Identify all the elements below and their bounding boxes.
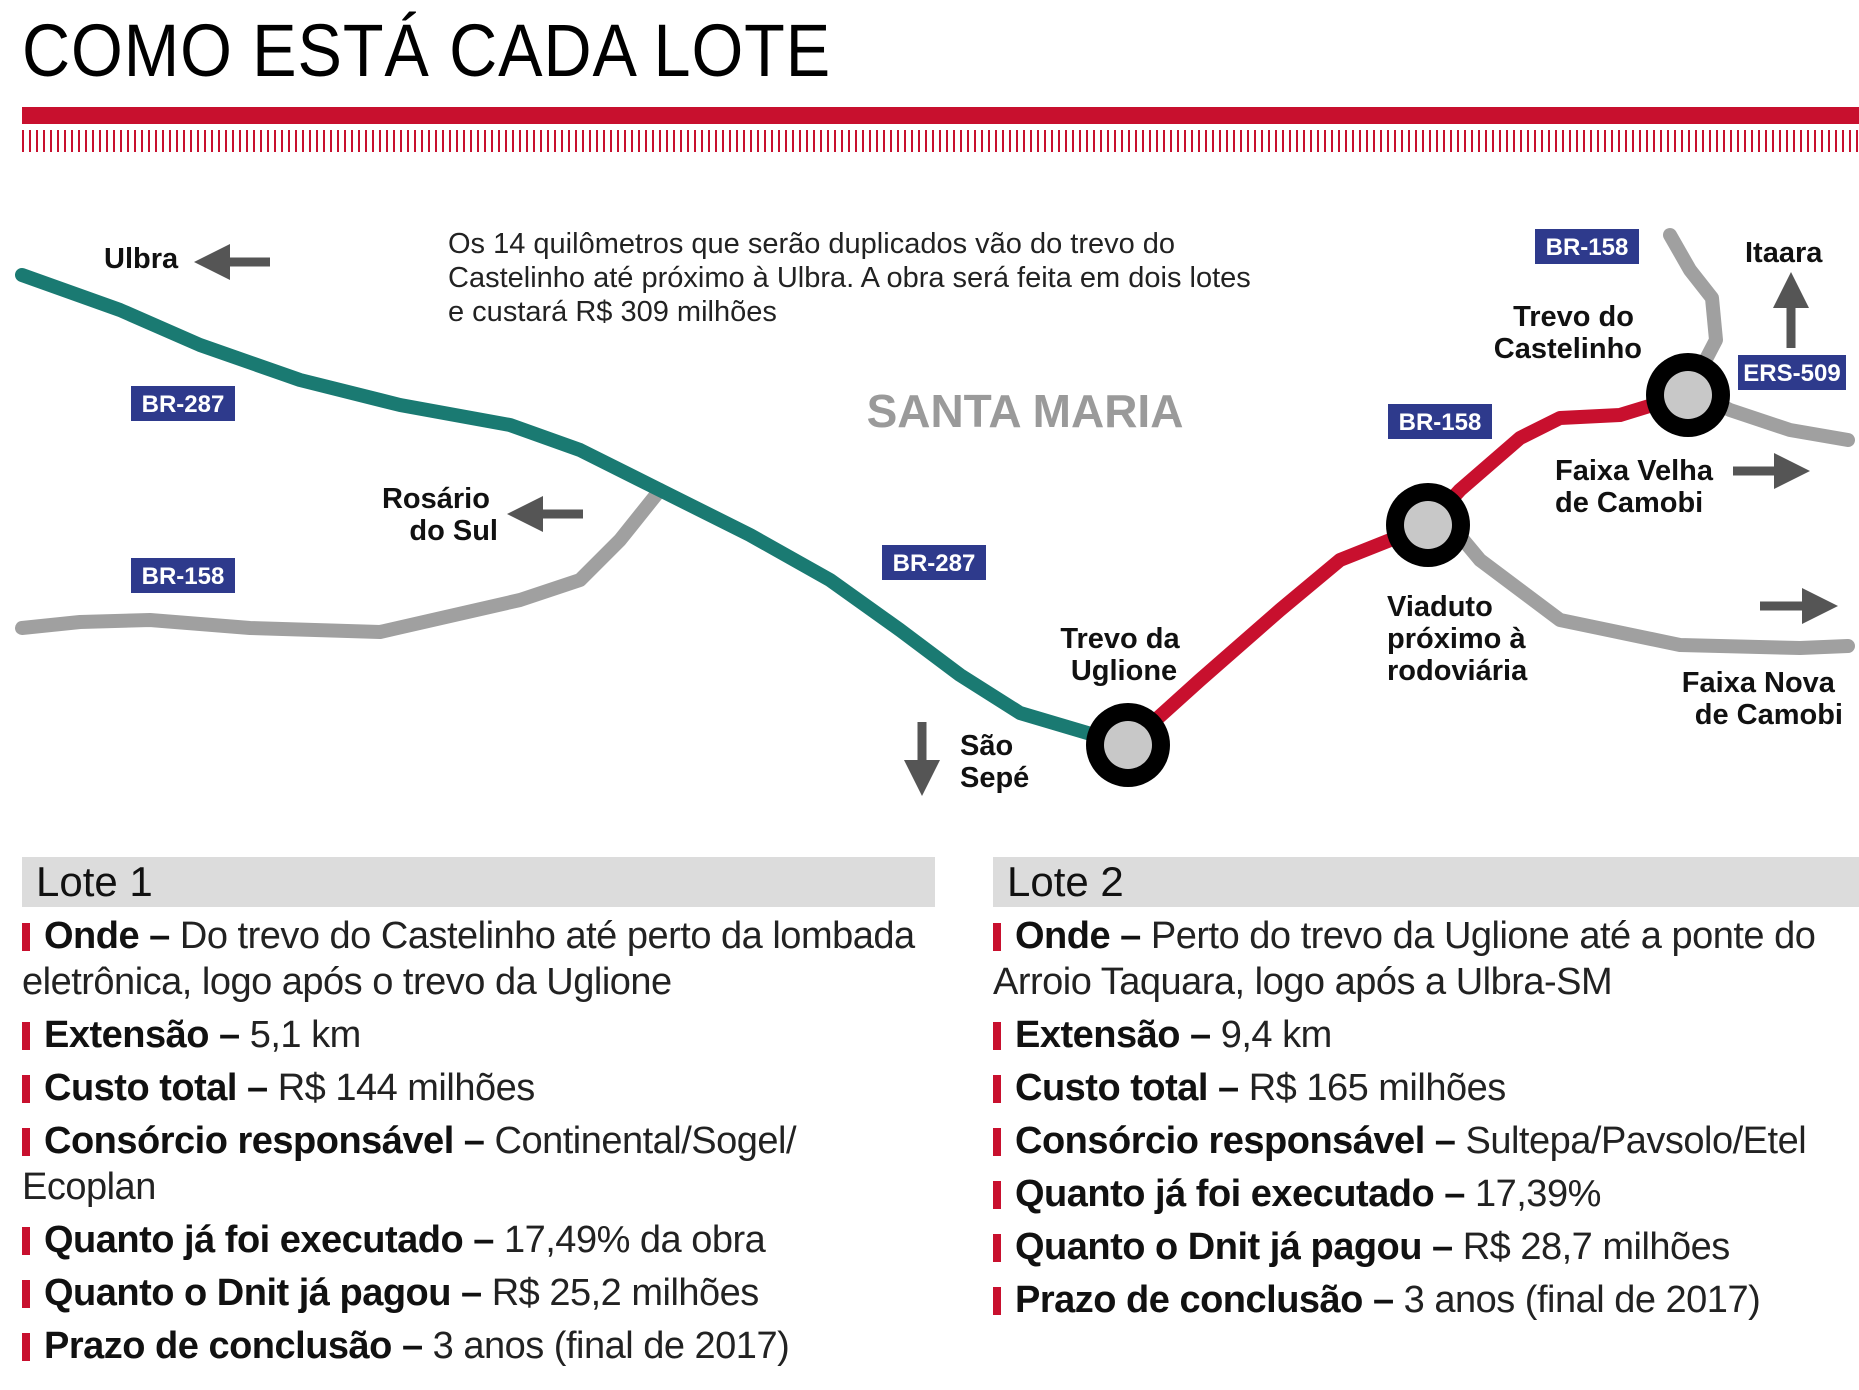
item-label: Extensão [1015, 1014, 1180, 1056]
item-dash: – [1179, 1014, 1221, 1056]
list-item [993, 1012, 1859, 1058]
shield-label: BR-158 [141, 563, 225, 590]
shield-label: ERS-509 [1743, 360, 1841, 387]
label-line: São [960, 730, 1014, 762]
item-label: Prazo de conclusão [1015, 1279, 1363, 1321]
item-value: Continental/Sogel/ Ecoplan [22, 1120, 797, 1208]
road-shield-ers509 [1738, 355, 1846, 390]
destination-rosario-do-sul [382, 483, 498, 547]
item-label: Onde [44, 915, 140, 957]
shield-label: BR-287 [141, 391, 225, 418]
list-item [993, 1224, 1859, 1270]
lote1-title: Lote 1 [22, 857, 935, 907]
item-dash: – [1421, 1226, 1463, 1268]
bullet-marker [22, 1128, 30, 1156]
map-intro-line: e custará R$ 309 milhões [448, 296, 777, 328]
road-shield-br287 [131, 386, 235, 421]
road-lote2-br158 [1128, 395, 1685, 745]
map-intro-line: Os 14 quilômetros que serão duplicados vão do trevo do [448, 228, 1176, 260]
bullet-marker [993, 1287, 1001, 1315]
page-title: COMO ESTÁ CADA LOTE [22, 9, 832, 92]
list-item [22, 1118, 935, 1210]
road-shield-br158 [1388, 404, 1492, 439]
bullet-marker [22, 1227, 30, 1255]
item-label: Custo total [44, 1067, 237, 1109]
label-line: Trevo do [1513, 301, 1634, 333]
label-line: Rosário [381, 483, 490, 515]
lote2-details [993, 913, 1859, 1323]
label-line: de Camobi [1694, 699, 1843, 731]
place-viaduto [1387, 591, 1534, 687]
bullet-marker [993, 1128, 1001, 1156]
map-intro-line: Castelinho até próximo à Ulbra. A obra será feita em dois lotes [448, 262, 1251, 294]
label-line: Trevo da [1060, 623, 1180, 655]
label-line: próximo à [1387, 623, 1526, 655]
item-value: 3 anos (final de 2017) [432, 1325, 790, 1367]
bullet-marker [993, 1234, 1001, 1262]
item-dash: – [139, 915, 180, 957]
label-line: Sepé [960, 762, 1030, 794]
item-dash: – [463, 1219, 504, 1261]
item-dash: – [391, 1325, 433, 1367]
item-value: Do trevo do Castelinho até perto da lombada eletrônica, logo após o trevo da Uglione [22, 915, 915, 1003]
item-label: Consórcio responsável [44, 1120, 454, 1162]
item-value: R$ 28,7 milhões [1462, 1226, 1730, 1268]
city-label: SANTA MARIA [866, 385, 1184, 437]
item-value: R$ 144 milhões [277, 1067, 535, 1109]
item-value: R$ 165 milhões [1248, 1067, 1506, 1109]
road-shield-br287 [882, 545, 986, 580]
shield-label: BR-158 [1545, 234, 1629, 261]
label-line: do Sul [409, 515, 498, 547]
list-item [22, 1323, 935, 1369]
destination-itaara: Itaara [1745, 237, 1823, 269]
bullet-marker [22, 1333, 30, 1361]
item-label: Extensão [44, 1014, 209, 1056]
bullet-marker [993, 923, 1001, 951]
bullet-marker [22, 1280, 30, 1308]
item-value: 9,4 km [1220, 1014, 1332, 1056]
item-label: Quanto o Dnit já pagou [1015, 1226, 1422, 1268]
label-line: Faixa Velha [1555, 455, 1713, 487]
list-item [993, 1118, 1859, 1164]
item-dash: – [1424, 1120, 1466, 1162]
item-dash: – [1434, 1173, 1475, 1215]
intersection-viaduto [1386, 483, 1470, 567]
label-line: Castelinho [1493, 333, 1642, 365]
road-shield-br158 [131, 558, 235, 593]
item-label: Quanto já foi executado [44, 1219, 464, 1261]
list-item [993, 1277, 1859, 1323]
item-dash: – [450, 1272, 492, 1314]
item-value: 17,39% [1474, 1173, 1601, 1215]
item-dash: – [236, 1067, 278, 1109]
bullet-marker [22, 1022, 30, 1050]
label-line: Viaduto [1387, 591, 1493, 623]
item-dash: – [1362, 1279, 1404, 1321]
item-value: 17,49% da obra [503, 1219, 766, 1261]
destination-sao-sepe [960, 730, 1029, 794]
bullet-marker [993, 1022, 1001, 1050]
list-item [22, 1217, 935, 1263]
item-value: Sultepa/Pavsolo/Etel [1465, 1120, 1807, 1162]
bullet-marker [993, 1075, 1001, 1103]
item-label: Prazo de conclusão [44, 1325, 392, 1367]
list-item [22, 1012, 935, 1058]
lote1-panel [22, 857, 935, 1376]
item-dash: – [1207, 1067, 1249, 1109]
road-shield-br158 [1535, 229, 1639, 264]
destination-faixa-velha [1555, 455, 1721, 519]
label-line: Faixa Nova [1681, 667, 1835, 699]
item-value: 5,1 km [249, 1014, 361, 1056]
label-line: de Camobi [1555, 487, 1704, 519]
item-value: Perto do trevo da Uglione até a ponte do Arroio Taquara, logo após a Ulbra-SM [993, 915, 1816, 1003]
shield-label: BR-158 [1398, 409, 1482, 436]
bullet-marker [993, 1181, 1001, 1209]
item-label: Consórcio responsável [1015, 1120, 1425, 1162]
lote1-details [22, 913, 935, 1369]
item-value: 3 anos (final de 2017) [1403, 1279, 1761, 1321]
item-dash: – [208, 1014, 250, 1056]
shield-label: BR-287 [892, 550, 976, 577]
item-label: Custo total [1015, 1067, 1208, 1109]
list-item [22, 913, 935, 1005]
list-item [993, 1065, 1859, 1111]
list-item [993, 913, 1859, 1005]
bullet-marker [22, 923, 30, 951]
place-trevo-uglione [1060, 623, 1187, 687]
intersection-trevo-uglione [1086, 703, 1170, 787]
item-dash: – [453, 1120, 495, 1162]
lote2-title: Lote 2 [993, 857, 1859, 907]
bullet-marker [22, 1075, 30, 1103]
item-value: R$ 25,2 milhões [491, 1272, 759, 1314]
label-line: Uglione [1070, 655, 1178, 687]
map-intro [448, 228, 1259, 328]
place-trevo-castelinho [1494, 301, 1642, 365]
item-label: Onde [1015, 915, 1111, 957]
label-line: rodoviária [1387, 655, 1528, 687]
list-item [993, 1171, 1859, 1217]
list-item [22, 1270, 935, 1316]
destination-faixa-nova [1682, 667, 1843, 731]
destination-ulbra: Ulbra [104, 243, 179, 275]
item-dash: – [1110, 915, 1151, 957]
item-label: Quanto já foi executado [1015, 1173, 1435, 1215]
list-item [22, 1065, 935, 1111]
item-label: Quanto o Dnit já pagou [44, 1272, 451, 1314]
intersection-trevo-castelinho [1646, 353, 1730, 437]
lote2-panel [993, 857, 1859, 1330]
